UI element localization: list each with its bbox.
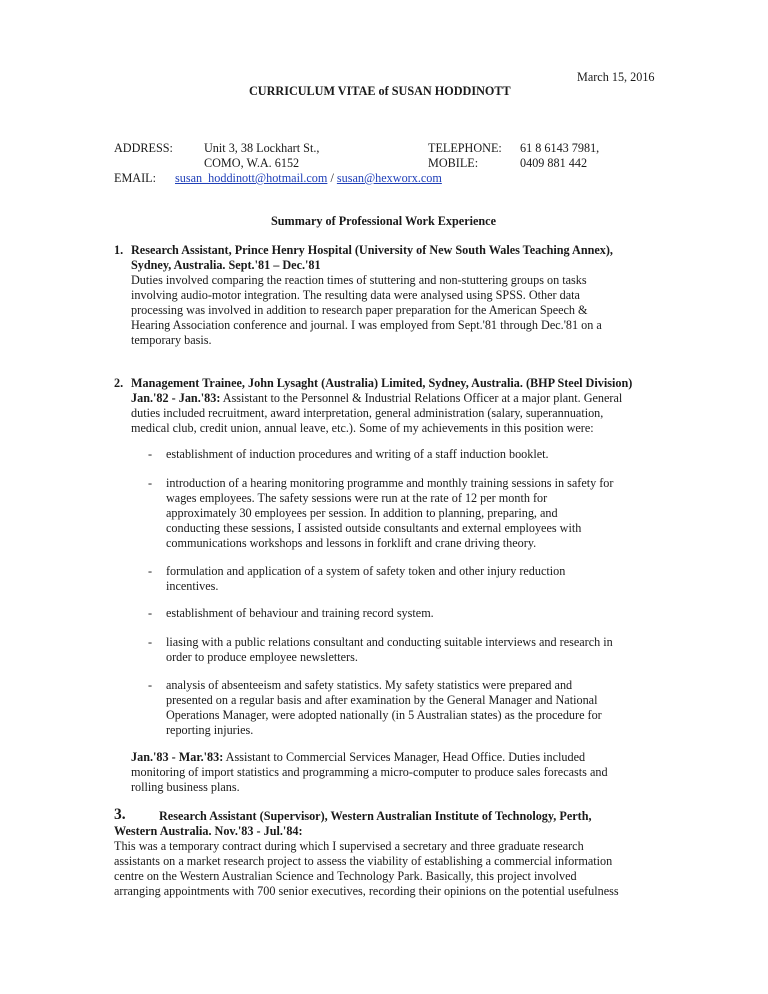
- bullet-line: liasing with a public relations consultant and conducting suitable interviews and research in: [166, 635, 613, 649]
- bullet-line: Operations Manager, were adopted nationally (in 5 Australian states) as the procedure for: [166, 708, 602, 722]
- job3-body-line: assistants on a market research project to assess the viability of establishing a commercial information: [114, 854, 613, 868]
- bullet-dash: -: [148, 564, 153, 578]
- job2-body-line: medical club, credit union, annual leave, etc.). Some of my achievements in this position were:: [131, 421, 594, 435]
- job2-body-line: duties included recruitment, award interpretation, general administration (salary, superannuation,: [131, 406, 604, 420]
- bullet-line: communications workshops and lessons in forklift and crane driving theory.: [166, 536, 537, 550]
- job2-number: 2.: [114, 376, 124, 390]
- bullet-dash: -: [148, 447, 153, 461]
- bullet-dash: -: [148, 606, 153, 620]
- telephone-label: TELEPHONE:: [428, 141, 502, 155]
- job3-heading-line-2: Western Australia. Nov.'83 - Jul.'84:: [114, 824, 303, 838]
- job3-number: 3.: [114, 806, 126, 823]
- bullet-line: establishment of behaviour and training record system.: [166, 606, 434, 620]
- job2-period2-dates: Jan.'83 - Mar.'83:: [131, 750, 224, 764]
- job2-period2-body-line: monitoring of import statistics and programming a micro-computer to produce sales forecasts and: [131, 765, 608, 779]
- bullet-line: approximately 30 employees per session. In addition to planning, preparing, and: [166, 506, 558, 520]
- address-line-1: Unit 3, 38 Lockhart St.,: [204, 141, 320, 155]
- telephone-value: 61 8 6143 7981,: [520, 141, 600, 155]
- job3-heading-line-1: Research Assistant (Supervisor), Western Australian Institute of Technology, Perth,: [159, 809, 592, 823]
- mobile-value: 0409 881 442: [520, 156, 588, 170]
- page-title: CURRICULUM VITAE of SUSAN HODDINOTT: [249, 84, 511, 98]
- job3-body-line: arranging appointments with 700 senior executives, recording their opinions on the potential usefulness: [114, 884, 619, 898]
- email-row: [175, 171, 442, 186]
- document-date: March 15, 2016: [577, 70, 655, 84]
- bullet-line: analysis of absenteeism and safety statistics. My safety statistics were prepared and: [166, 678, 573, 692]
- bullet-dash: -: [148, 678, 153, 692]
- bullet-line: presented on a regular basis and after examination by the General Manager and National: [166, 693, 598, 707]
- bullet-line: formulation and application of a system of safety token and other injury reduction: [166, 564, 566, 578]
- job2-period-text: Assistant to the Personnel & Industrial Relations Officer at a major plant. General: [220, 391, 623, 405]
- email-link-hexworx[interactable]: susan@hexworx.com: [336, 171, 442, 185]
- job2-period2-line: [131, 750, 585, 765]
- bullet-line: establishment of induction procedures and writing of a staff induction booklet.: [166, 447, 549, 461]
- job1-body-line: processing was involved in addition to research paper preparation for the American Speech &: [131, 303, 588, 317]
- bullet-line: reporting injuries.: [166, 723, 254, 737]
- bullet-line: conducting these sessions, I assisted outside consultants and external employees with: [166, 521, 582, 535]
- bullet-line: wages employees. The safety sessions were run at the rate of 12 per month for: [166, 491, 548, 505]
- job1-body-line: Duties involved comparing the reaction times of stuttering and non-stuttering groups on tasks: [131, 273, 587, 287]
- mobile-label: MOBILE:: [428, 156, 479, 170]
- job2-period-dates: Jan.'82 - Jan.'83:: [131, 391, 221, 405]
- email-label: EMAIL:: [114, 171, 156, 185]
- job2-period2-text: Assistant to Commercial Services Manager, Head Office. Duties included: [223, 750, 586, 764]
- job1-body-line: temporary basis.: [131, 333, 212, 347]
- bullet-dash: -: [148, 635, 153, 649]
- job2-heading-line-1: Management Trainee, John Lysaght (Australia) Limited, Sydney, Australia. (BHP Steel Division): [131, 376, 633, 390]
- job3-body-line: This was a temporary contract during which I supervised a secretary and three graduate research: [114, 839, 584, 853]
- job1-heading-line-2: Sydney, Australia. Sept.'81 – Dec.'81: [131, 258, 321, 272]
- email-link-hotmail[interactable]: susan_hoddinott@hotmail.com: [175, 171, 328, 185]
- address-line-2: COMO, W.A. 6152: [204, 156, 300, 170]
- job1-number: 1.: [114, 243, 124, 257]
- address-label: ADDRESS:: [114, 141, 173, 155]
- job2-period-line: [131, 391, 622, 406]
- email-separator: /: [330, 171, 334, 185]
- bullet-line: incentives.: [166, 579, 219, 593]
- job1-heading-line-1: Research Assistant, Prince Henry Hospital (University of New South Wales Teaching Annex),: [131, 243, 613, 257]
- summary-heading: Summary of Professional Work Experience: [271, 214, 497, 228]
- job3-body-line: centre on the Western Australian Science and Technology Park. Basically, this project involved: [114, 869, 577, 883]
- bullet-dash: -: [148, 476, 153, 490]
- bullet-line: introduction of a hearing monitoring programme and monthly training sessions in safety for: [166, 476, 614, 490]
- bullet-line: order to produce employee newsletters.: [166, 650, 358, 664]
- job1-body-line: involving audio-motor integration. The resulting data were analysed using SPSS. Other data: [131, 288, 580, 302]
- job1-body-line: Hearing Association conference and journal. I was employed from Sept.'81 through Dec.'81 on a: [131, 318, 602, 332]
- job2-period2-body-line: rolling business plans.: [131, 780, 240, 794]
